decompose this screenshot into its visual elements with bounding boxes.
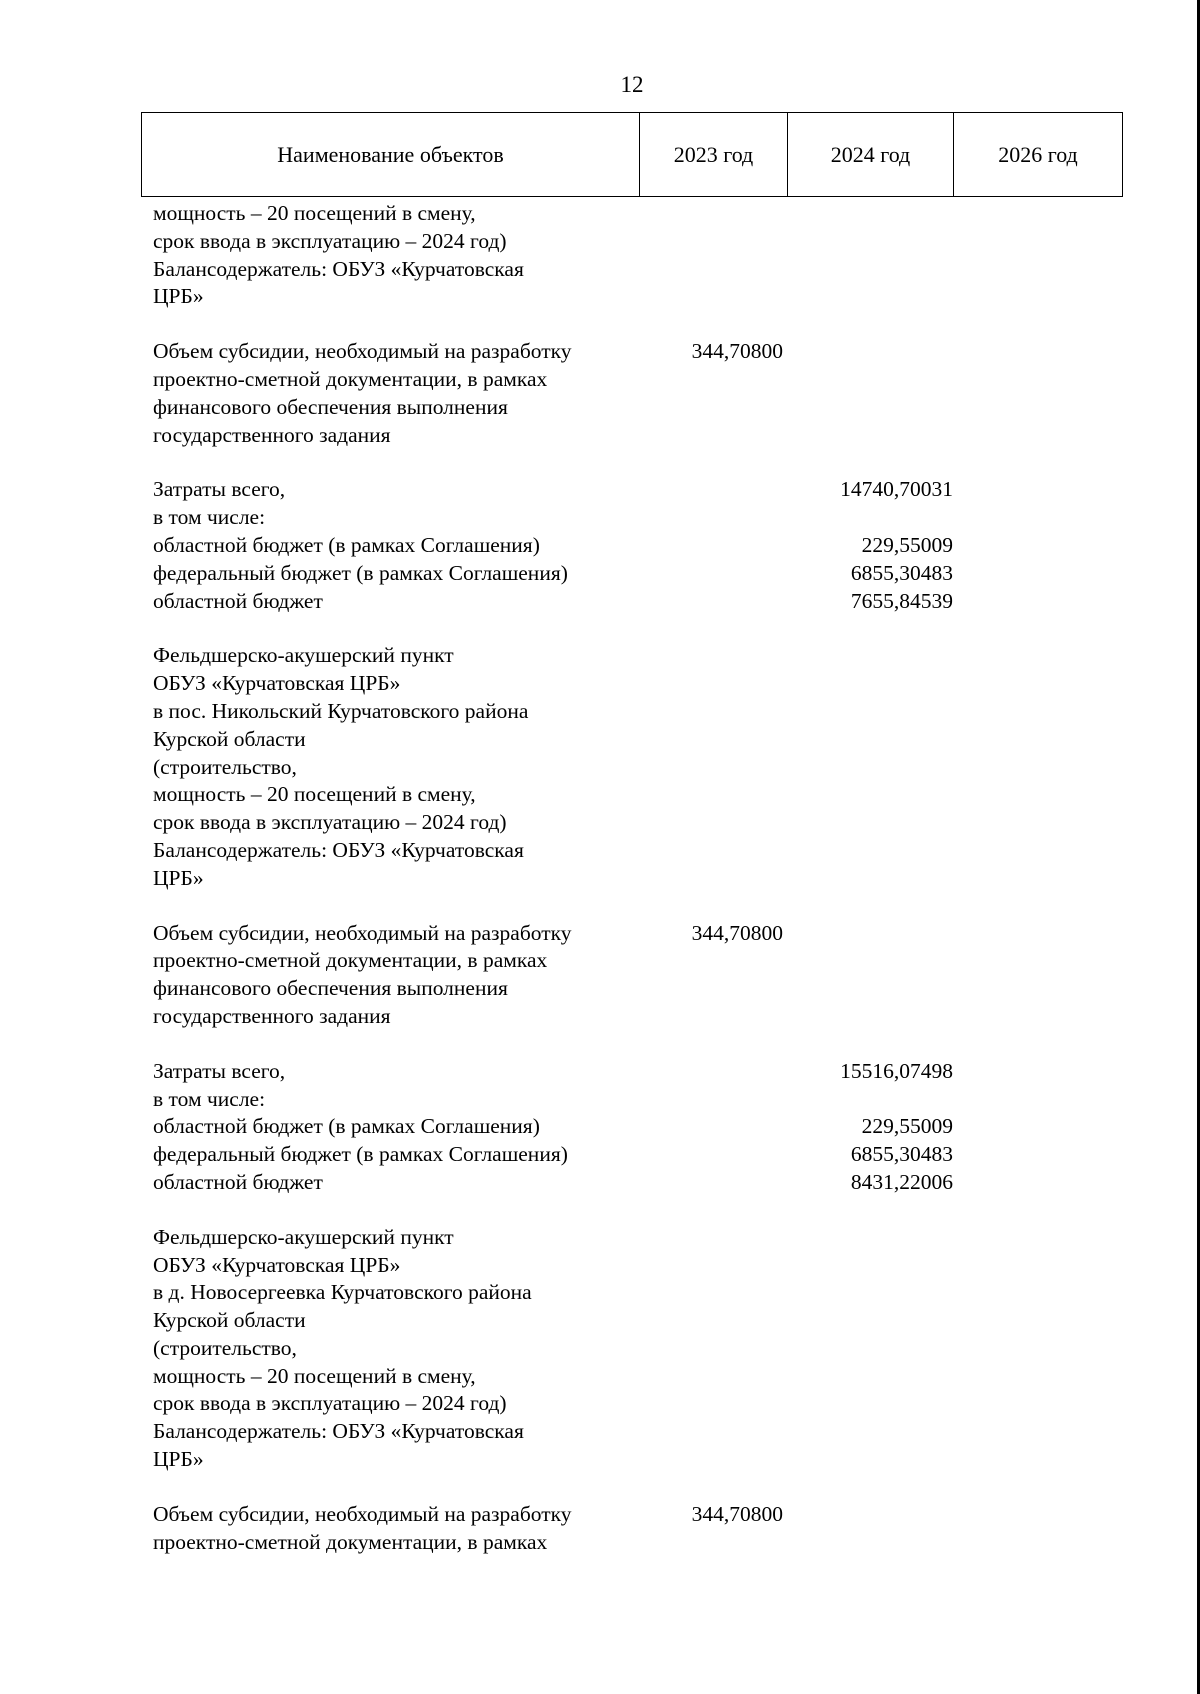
cell-value-2026 <box>953 809 1113 837</box>
table-row <box>153 366 1113 394</box>
cell-value-2026 <box>953 642 1113 670</box>
cell-value-2024 <box>783 781 953 809</box>
cell-object-name: проектно-сметной документации, в рамках <box>153 1529 548 1554</box>
cell-object-name: ЦРБ» <box>153 865 204 890</box>
cell-value-2026 <box>953 920 1113 948</box>
cell-value-2023 <box>653 754 783 782</box>
table-block <box>153 1501 1113 1557</box>
cell-value-2026 <box>953 1335 1113 1363</box>
cell-value-2026 <box>953 200 1113 228</box>
cell-value-2024 <box>783 394 953 422</box>
cell-value-2026 <box>953 754 1113 782</box>
cell-object-name: федеральный бюджет (в рамках Соглашения) <box>153 1142 568 1167</box>
cell-object-name: федеральный бюджет (в рамках Соглашения) <box>153 560 568 585</box>
cell-object-name: Объем субсидии, необходимый на разработку <box>153 1501 572 1526</box>
cell-value-2026 <box>953 532 1113 560</box>
cell-value-2026 <box>953 283 1113 311</box>
table-row <box>153 865 1113 893</box>
table-row <box>153 338 1113 366</box>
cell-value-2026 <box>953 228 1113 256</box>
cell-value-2024 <box>783 920 953 948</box>
table-row <box>153 642 1113 670</box>
table-row <box>153 200 1113 228</box>
cell-value-2024 <box>783 1335 953 1363</box>
cell-value-2023 <box>653 256 783 284</box>
cell-value-2026 <box>953 1390 1113 1418</box>
table-row <box>153 1390 1113 1418</box>
cell-value-2024 <box>783 975 953 1003</box>
cell-value-2024: 229,55009 <box>861 532 953 557</box>
cell-value-2024 <box>783 1224 953 1252</box>
cell-value-2024: 15516,07498 <box>840 1058 953 1083</box>
cell-value-2026 <box>953 1529 1113 1557</box>
cell-value-2024 <box>783 642 953 670</box>
cell-value-2024: 14740,70031 <box>840 477 953 502</box>
cell-value-2024 <box>783 726 953 754</box>
cell-object-name: срок ввода в эксплуатацию – 2024 год) <box>153 228 507 253</box>
table-row <box>153 1501 1113 1529</box>
cell-value-2023 <box>653 1113 783 1141</box>
cell-object-name: Фельдшерско-акушерский пункт <box>153 643 454 668</box>
cell-value-2024 <box>783 228 953 256</box>
table-row <box>153 283 1113 311</box>
table-row <box>153 1113 1113 1141</box>
cell-value-2024 <box>783 256 953 284</box>
cell-value-2023 <box>653 1279 783 1307</box>
cell-value-2023 <box>653 1003 783 1031</box>
cell-value-2024 <box>783 1529 953 1557</box>
cell-value-2024 <box>783 1252 953 1280</box>
cell-value-2023 <box>653 1446 783 1474</box>
cell-value-2026 <box>953 1446 1113 1474</box>
header-year-2026: 2026 год <box>998 141 1078 167</box>
cell-value-2023 <box>653 642 783 670</box>
cell-value-2023 <box>653 1418 783 1446</box>
cell-value-2023 <box>653 670 783 698</box>
cell-object-name: Курской области <box>153 726 306 751</box>
cell-value-2023 <box>653 283 783 311</box>
cell-value-2026 <box>953 865 1113 893</box>
cell-value-2026 <box>953 1169 1113 1197</box>
cell-value-2026 <box>953 560 1113 588</box>
cell-value-2024 <box>783 504 953 532</box>
cell-value-2023 <box>653 200 783 228</box>
cell-value-2024 <box>783 1363 953 1391</box>
cell-value-2024 <box>783 1086 953 1114</box>
cell-value-2024: 6855,30483 <box>850 1142 953 1167</box>
cell-value-2023: 344,70800 <box>691 1501 783 1526</box>
cell-object-name: областной бюджет (в рамках Соглашения) <box>153 1114 540 1139</box>
cell-value-2023 <box>653 947 783 975</box>
cell-value-2024 <box>783 1446 953 1474</box>
cell-value-2024 <box>783 947 953 975</box>
cell-value-2026 <box>953 1003 1113 1031</box>
table-block <box>153 920 1113 1031</box>
table-row <box>153 975 1113 1003</box>
cell-object-name: Балансодержатель: ОБУЗ «Курчатовская <box>153 837 524 862</box>
cell-value-2026 <box>953 975 1113 1003</box>
cell-value-2026 <box>953 1224 1113 1252</box>
table-row <box>153 1335 1113 1363</box>
table-row <box>153 422 1113 450</box>
cell-object-name: мощность – 20 посещений в смену, <box>153 201 476 225</box>
cell-value-2023 <box>653 726 783 754</box>
table-row <box>153 560 1113 588</box>
table-row <box>153 947 1113 975</box>
cell-object-name: в том числе: <box>153 505 266 530</box>
cell-object-name: финансового обеспечения выполнения <box>153 394 508 419</box>
cell-value-2024 <box>783 1003 953 1031</box>
table-row <box>153 698 1113 726</box>
cell-object-name: в том числе: <box>153 1086 266 1111</box>
cell-value-2026 <box>953 422 1113 450</box>
cell-value-2023 <box>653 1363 783 1391</box>
cell-object-name: срок ввода в эксплуатацию – 2024 год) <box>153 1391 507 1416</box>
cell-value-2023 <box>653 809 783 837</box>
cell-value-2024 <box>783 1418 953 1446</box>
cell-value-2024 <box>783 670 953 698</box>
table-row <box>153 809 1113 837</box>
cell-value-2023 <box>653 394 783 422</box>
cell-value-2024: 8431,22006 <box>850 1169 953 1194</box>
cell-object-name: областной бюджет <box>153 588 323 613</box>
cell-object-name: (строительство, <box>153 754 297 779</box>
table-header <box>141 112 1123 197</box>
cell-value-2023 <box>653 504 783 532</box>
cell-value-2026 <box>953 837 1113 865</box>
cell-value-2023 <box>653 1141 783 1169</box>
table-body <box>153 200 1113 1583</box>
table-block <box>153 1058 1113 1197</box>
cell-value-2024 <box>783 338 953 366</box>
cell-value-2023 <box>653 1169 783 1197</box>
cell-value-2026 <box>953 1141 1113 1169</box>
cell-value-2023 <box>653 1224 783 1252</box>
header-objects-name: Наименование объектов <box>142 113 640 196</box>
cell-value-2024 <box>783 366 953 394</box>
cell-value-2026 <box>953 1252 1113 1280</box>
table-row <box>153 1446 1113 1474</box>
cell-object-name: мощность – 20 посещений в смену, <box>153 782 476 807</box>
table-block <box>153 338 1113 449</box>
table-row <box>153 1307 1113 1335</box>
cell-object-name: мощность – 20 посещений в смену, <box>153 1363 476 1388</box>
cell-value-2024 <box>783 1501 953 1529</box>
cell-value-2024 <box>783 809 953 837</box>
cell-value-2026 <box>953 1418 1113 1446</box>
table-block <box>153 200 1113 311</box>
cell-value-2026 <box>953 504 1113 532</box>
cell-value-2023 <box>653 837 783 865</box>
cell-object-name: (строительство, <box>153 1335 297 1360</box>
cell-object-name: государственного задания <box>153 1003 391 1028</box>
table-row <box>153 1252 1113 1280</box>
cell-value-2026 <box>953 366 1113 394</box>
table-row <box>153 1224 1113 1252</box>
table-row <box>153 476 1113 504</box>
cell-value-2024 <box>783 1307 953 1335</box>
cell-value-2023 <box>653 1307 783 1335</box>
cell-object-name: в д. Новосергеевка Курчатовского района <box>153 1280 532 1305</box>
table-row <box>153 1363 1113 1391</box>
cell-object-name: областной бюджет (в рамках Соглашения) <box>153 532 540 557</box>
cell-value-2023 <box>653 1335 783 1363</box>
cell-value-2023 <box>653 1058 783 1086</box>
cell-object-name: Затраты всего, <box>153 1058 286 1083</box>
table-row <box>153 726 1113 754</box>
page-number: 12 <box>620 72 644 97</box>
cell-value-2026 <box>953 1501 1113 1529</box>
table-row <box>153 588 1113 616</box>
cell-value-2024: 6855,30483 <box>850 560 953 585</box>
table-block <box>153 476 1113 615</box>
table-row <box>153 504 1113 532</box>
cell-object-name: ОБУЗ «Курчатовская ЦРБ» <box>153 671 401 696</box>
cell-value-2023 <box>653 865 783 893</box>
cell-value-2023 <box>653 476 783 504</box>
cell-object-name: Балансодержатель: ОБУЗ «Курчатовская <box>153 256 524 281</box>
cell-value-2023 <box>653 781 783 809</box>
cell-object-name: ОБУЗ «Курчатовская ЦРБ» <box>153 1252 401 1277</box>
cell-value-2023 <box>653 228 783 256</box>
table-row <box>153 394 1113 422</box>
cell-value-2026 <box>953 947 1113 975</box>
cell-value-2024 <box>783 865 953 893</box>
cell-value-2026 <box>953 726 1113 754</box>
table-row <box>153 532 1113 560</box>
table-row <box>153 256 1113 284</box>
cell-value-2026 <box>953 1363 1113 1391</box>
cell-value-2023: 344,70800 <box>691 920 783 945</box>
cell-value-2026 <box>953 256 1113 284</box>
table-row <box>153 920 1113 948</box>
cell-value-2026 <box>953 476 1113 504</box>
cell-value-2026 <box>953 1086 1113 1114</box>
table-row <box>153 670 1113 698</box>
cell-value-2023 <box>653 1390 783 1418</box>
table-row <box>153 1169 1113 1197</box>
cell-value-2024 <box>783 1390 953 1418</box>
table-row <box>153 1086 1113 1114</box>
cell-value-2026 <box>953 1113 1113 1141</box>
cell-object-name: Курской области <box>153 1308 306 1333</box>
cell-object-name: проектно-сметной документации, в рамках <box>153 948 548 973</box>
cell-value-2023 <box>653 560 783 588</box>
cell-value-2024 <box>783 837 953 865</box>
cell-value-2026 <box>953 1058 1113 1086</box>
table-row <box>153 1529 1113 1557</box>
cell-value-2026 <box>953 394 1113 422</box>
cell-object-name: финансового обеспечения выполнения <box>153 976 508 1001</box>
cell-object-name: Объем субсидии, необходимый на разработку <box>153 339 572 364</box>
cell-object-name: ЦРБ» <box>153 284 204 309</box>
cell-value-2023 <box>653 698 783 726</box>
cell-object-name: областной бюджет <box>153 1169 323 1194</box>
cell-value-2023 <box>653 366 783 394</box>
table-row <box>153 228 1113 256</box>
table-block <box>153 642 1113 892</box>
header-year-2023: 2023 год <box>640 113 788 196</box>
cell-value-2026 <box>953 338 1113 366</box>
cell-value-2024 <box>783 1279 953 1307</box>
table-row <box>153 1003 1113 1031</box>
table-row <box>153 1058 1113 1086</box>
cell-value-2024 <box>783 283 953 311</box>
cell-object-name: проектно-сметной документации, в рамках <box>153 366 548 391</box>
cell-object-name: срок ввода в эксплуатацию – 2024 год) <box>153 810 507 835</box>
cell-object-name: ЦРБ» <box>153 1447 204 1472</box>
table-row <box>153 837 1113 865</box>
cell-object-name: Балансодержатель: ОБУЗ «Курчатовская <box>153 1419 524 1444</box>
header-year-2024: 2024 год <box>788 113 954 196</box>
table-row <box>153 1279 1113 1307</box>
table-row <box>153 781 1113 809</box>
table-row <box>153 1418 1113 1446</box>
cell-value-2024 <box>783 200 953 228</box>
cell-value-2023 <box>653 422 783 450</box>
cell-value-2026 <box>953 698 1113 726</box>
cell-value-2026 <box>953 1279 1113 1307</box>
cell-value-2026 <box>953 1307 1113 1335</box>
cell-value-2023 <box>653 975 783 1003</box>
cell-value-2026 <box>953 588 1113 616</box>
cell-object-name: Фельдшерско-акушерский пункт <box>153 1224 454 1249</box>
cell-value-2024 <box>783 754 953 782</box>
cell-value-2023 <box>653 532 783 560</box>
cell-value-2023: 344,70800 <box>691 339 783 364</box>
cell-value-2024 <box>783 422 953 450</box>
cell-value-2024 <box>783 698 953 726</box>
table-row <box>153 1141 1113 1169</box>
cell-value-2026 <box>953 670 1113 698</box>
cell-value-2026 <box>953 781 1113 809</box>
cell-value-2023 <box>653 1086 783 1114</box>
cell-value-2024: 7655,84539 <box>850 588 953 613</box>
cell-value-2023 <box>653 588 783 616</box>
cell-value-2024: 229,55009 <box>861 1114 953 1139</box>
cell-value-2023 <box>653 1252 783 1280</box>
cell-value-2023 <box>653 1529 783 1557</box>
table-row <box>153 754 1113 782</box>
cell-object-name: в пос. Никольский Курчатовского района <box>153 698 529 723</box>
cell-object-name: государственного задания <box>153 422 391 447</box>
table-block <box>153 1224 1113 1474</box>
cell-object-name: Затраты всего, <box>153 477 286 502</box>
cell-object-name: Объем субсидии, необходимый на разработку <box>153 920 572 945</box>
